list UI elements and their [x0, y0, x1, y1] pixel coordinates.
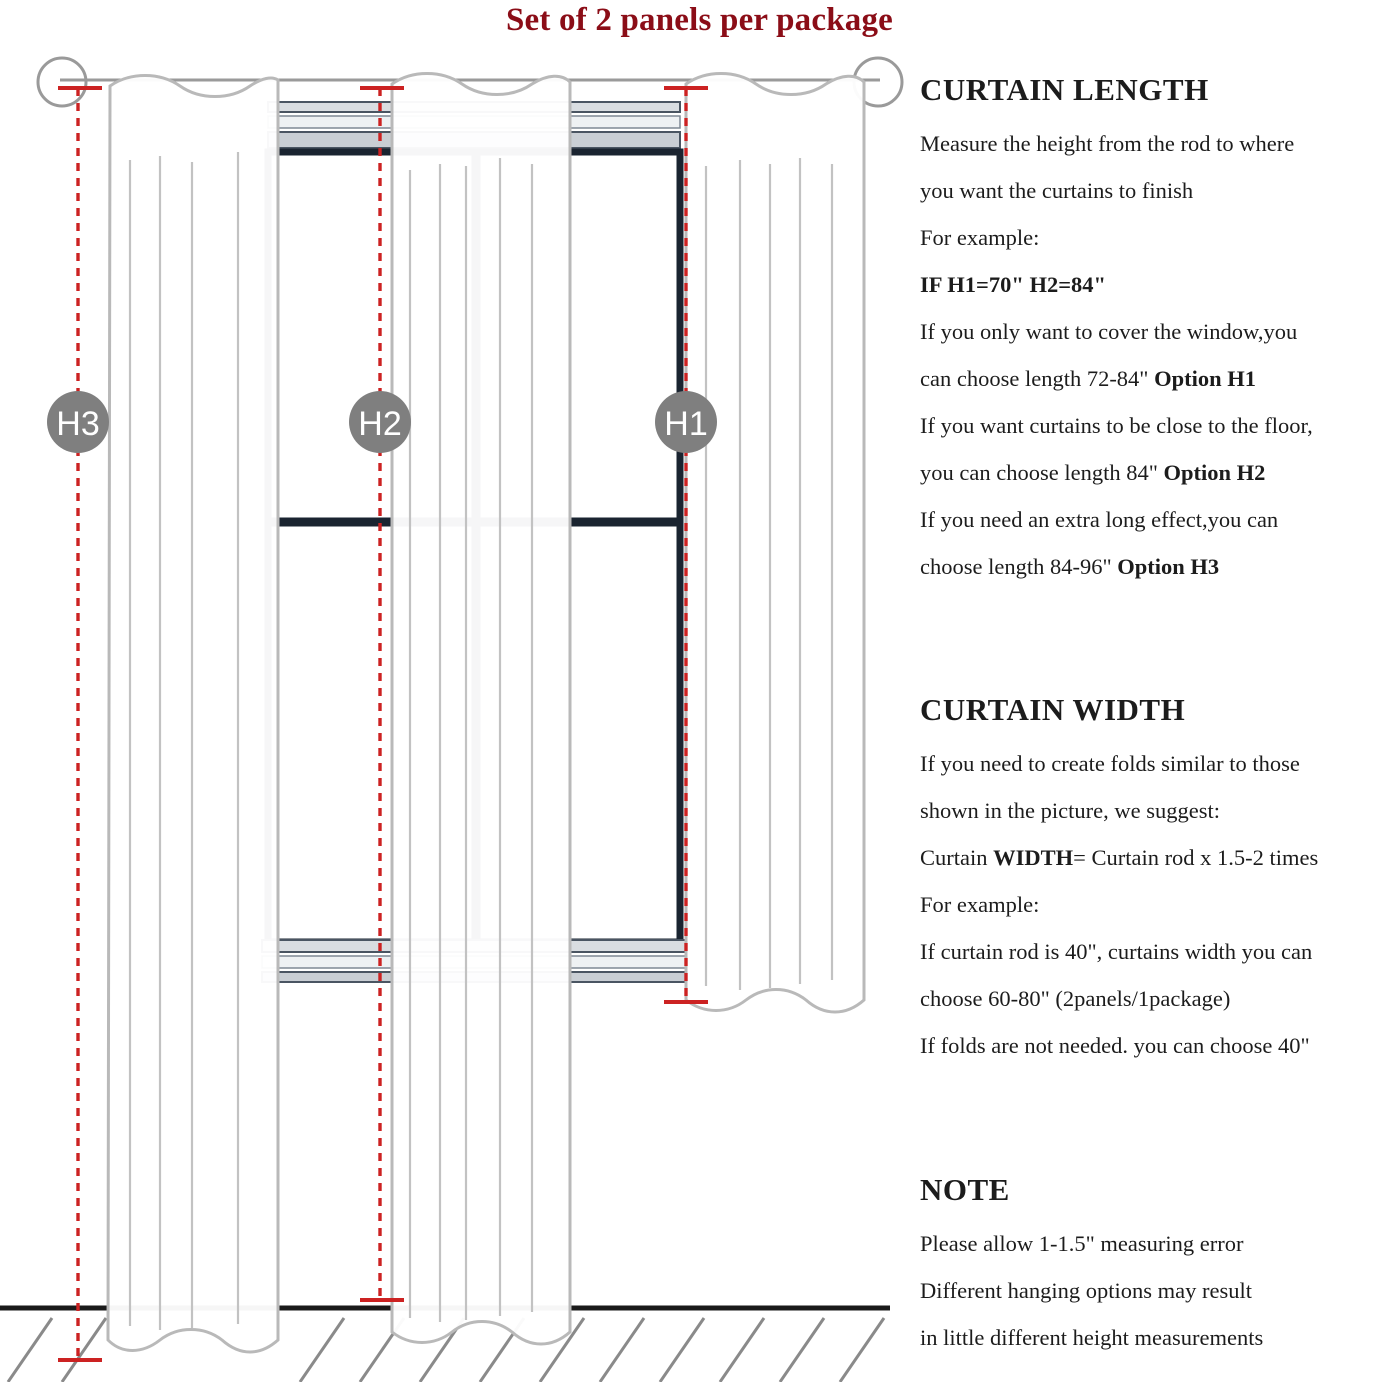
body-text: = Curtain rod x 1.5-2 times: [1073, 845, 1319, 870]
page-title: Set of 2 panels per package: [505, 2, 894, 38]
label-badge-h2: [349, 391, 411, 453]
instruction-line: [920, 1314, 1399, 1361]
body-text: choose length 84-96": [920, 554, 1118, 579]
label-h2: H2: [358, 405, 402, 443]
emphasis-text: Option H1: [1154, 366, 1257, 391]
note-body: [920, 1220, 1399, 1361]
instruction-line: [920, 167, 1399, 214]
body-text: If you need to create folds similar to those: [920, 751, 1300, 776]
curtain-width-body: [920, 740, 1399, 1069]
instruction-line: [920, 496, 1399, 543]
body-text: For example:: [920, 892, 1040, 917]
instruction-line: [920, 1220, 1399, 1267]
instruction-line: [920, 1267, 1399, 1314]
instruction-line: [920, 740, 1399, 787]
instruction-line: [920, 975, 1399, 1022]
label-badge-h1: [655, 391, 717, 453]
note-heading: NOTE: [920, 1172, 1010, 1207]
curtain-length-heading: CURTAIN LENGTH: [920, 72, 1209, 107]
curtain-width-heading: CURTAIN WIDTH: [920, 692, 1186, 727]
instruction-line: [920, 543, 1399, 590]
curtain-measurement-diagram: [0, 40, 910, 1382]
curtain-panel-long: [108, 76, 278, 1353]
instruction-line: [920, 834, 1399, 881]
body-text: If you need an extra long effect,you can: [920, 507, 1279, 532]
instruction-line: [920, 787, 1399, 834]
instruction-line: [920, 308, 1399, 355]
body-text: Different hanging options may result: [920, 1278, 1253, 1303]
body-text: If you want curtains to be close to the floor,: [920, 413, 1313, 438]
body-text: in little different height measurements: [920, 1325, 1264, 1350]
instruction-line: [920, 928, 1399, 975]
body-text: choose 60-80" (2panels/1package): [920, 986, 1231, 1011]
section-curtain-length: [920, 72, 1399, 590]
emphasis-text: WIDTH: [993, 845, 1074, 870]
body-text: Curtain: [920, 845, 994, 870]
label-h3: H3: [56, 405, 100, 443]
instruction-line: [920, 1022, 1399, 1069]
diagram-svg: [0, 40, 910, 1382]
emphasis-text: Option H2: [1163, 460, 1266, 485]
body-text: shown in the picture, we suggest:: [920, 798, 1220, 823]
instruction-line: [920, 881, 1399, 928]
emphasis-text: IF H1=70" H2=84": [920, 272, 1107, 297]
body-text: Measure the height from the rod to where: [920, 131, 1295, 156]
instruction-line: [920, 402, 1399, 449]
measure-line-h3: [58, 88, 102, 1360]
curtain-panel-middle: [392, 74, 570, 1345]
instruction-line: [920, 355, 1399, 402]
body-text: you want the curtains to finish: [920, 178, 1194, 203]
emphasis-text: Option H3: [1117, 554, 1220, 579]
label-badge-h3: [47, 391, 109, 453]
body-text: For example:: [920, 225, 1040, 250]
instruction-line: [920, 120, 1399, 167]
body-text: can choose length 72-84": [920, 366, 1155, 391]
body-text: If curtain rod is 40", curtains width you can: [920, 939, 1313, 964]
body-text: If you only want to cover the window,you: [920, 319, 1298, 344]
body-text: you can choose length 84": [920, 460, 1164, 485]
section-curtain-width: [920, 692, 1399, 1069]
body-text: If folds are not needed. you can choose 40": [920, 1033, 1310, 1058]
curtain-length-body: [920, 120, 1399, 590]
label-h1: H1: [664, 405, 708, 443]
instruction-line: [920, 214, 1399, 261]
section-note: [920, 1172, 1399, 1361]
instructions-column: [920, 72, 1399, 1382]
instruction-line: [920, 449, 1399, 496]
curtain-panel-short: [686, 74, 864, 1013]
body-text: Please allow 1-1.5" measuring error: [920, 1231, 1244, 1256]
instruction-line: [920, 261, 1399, 308]
